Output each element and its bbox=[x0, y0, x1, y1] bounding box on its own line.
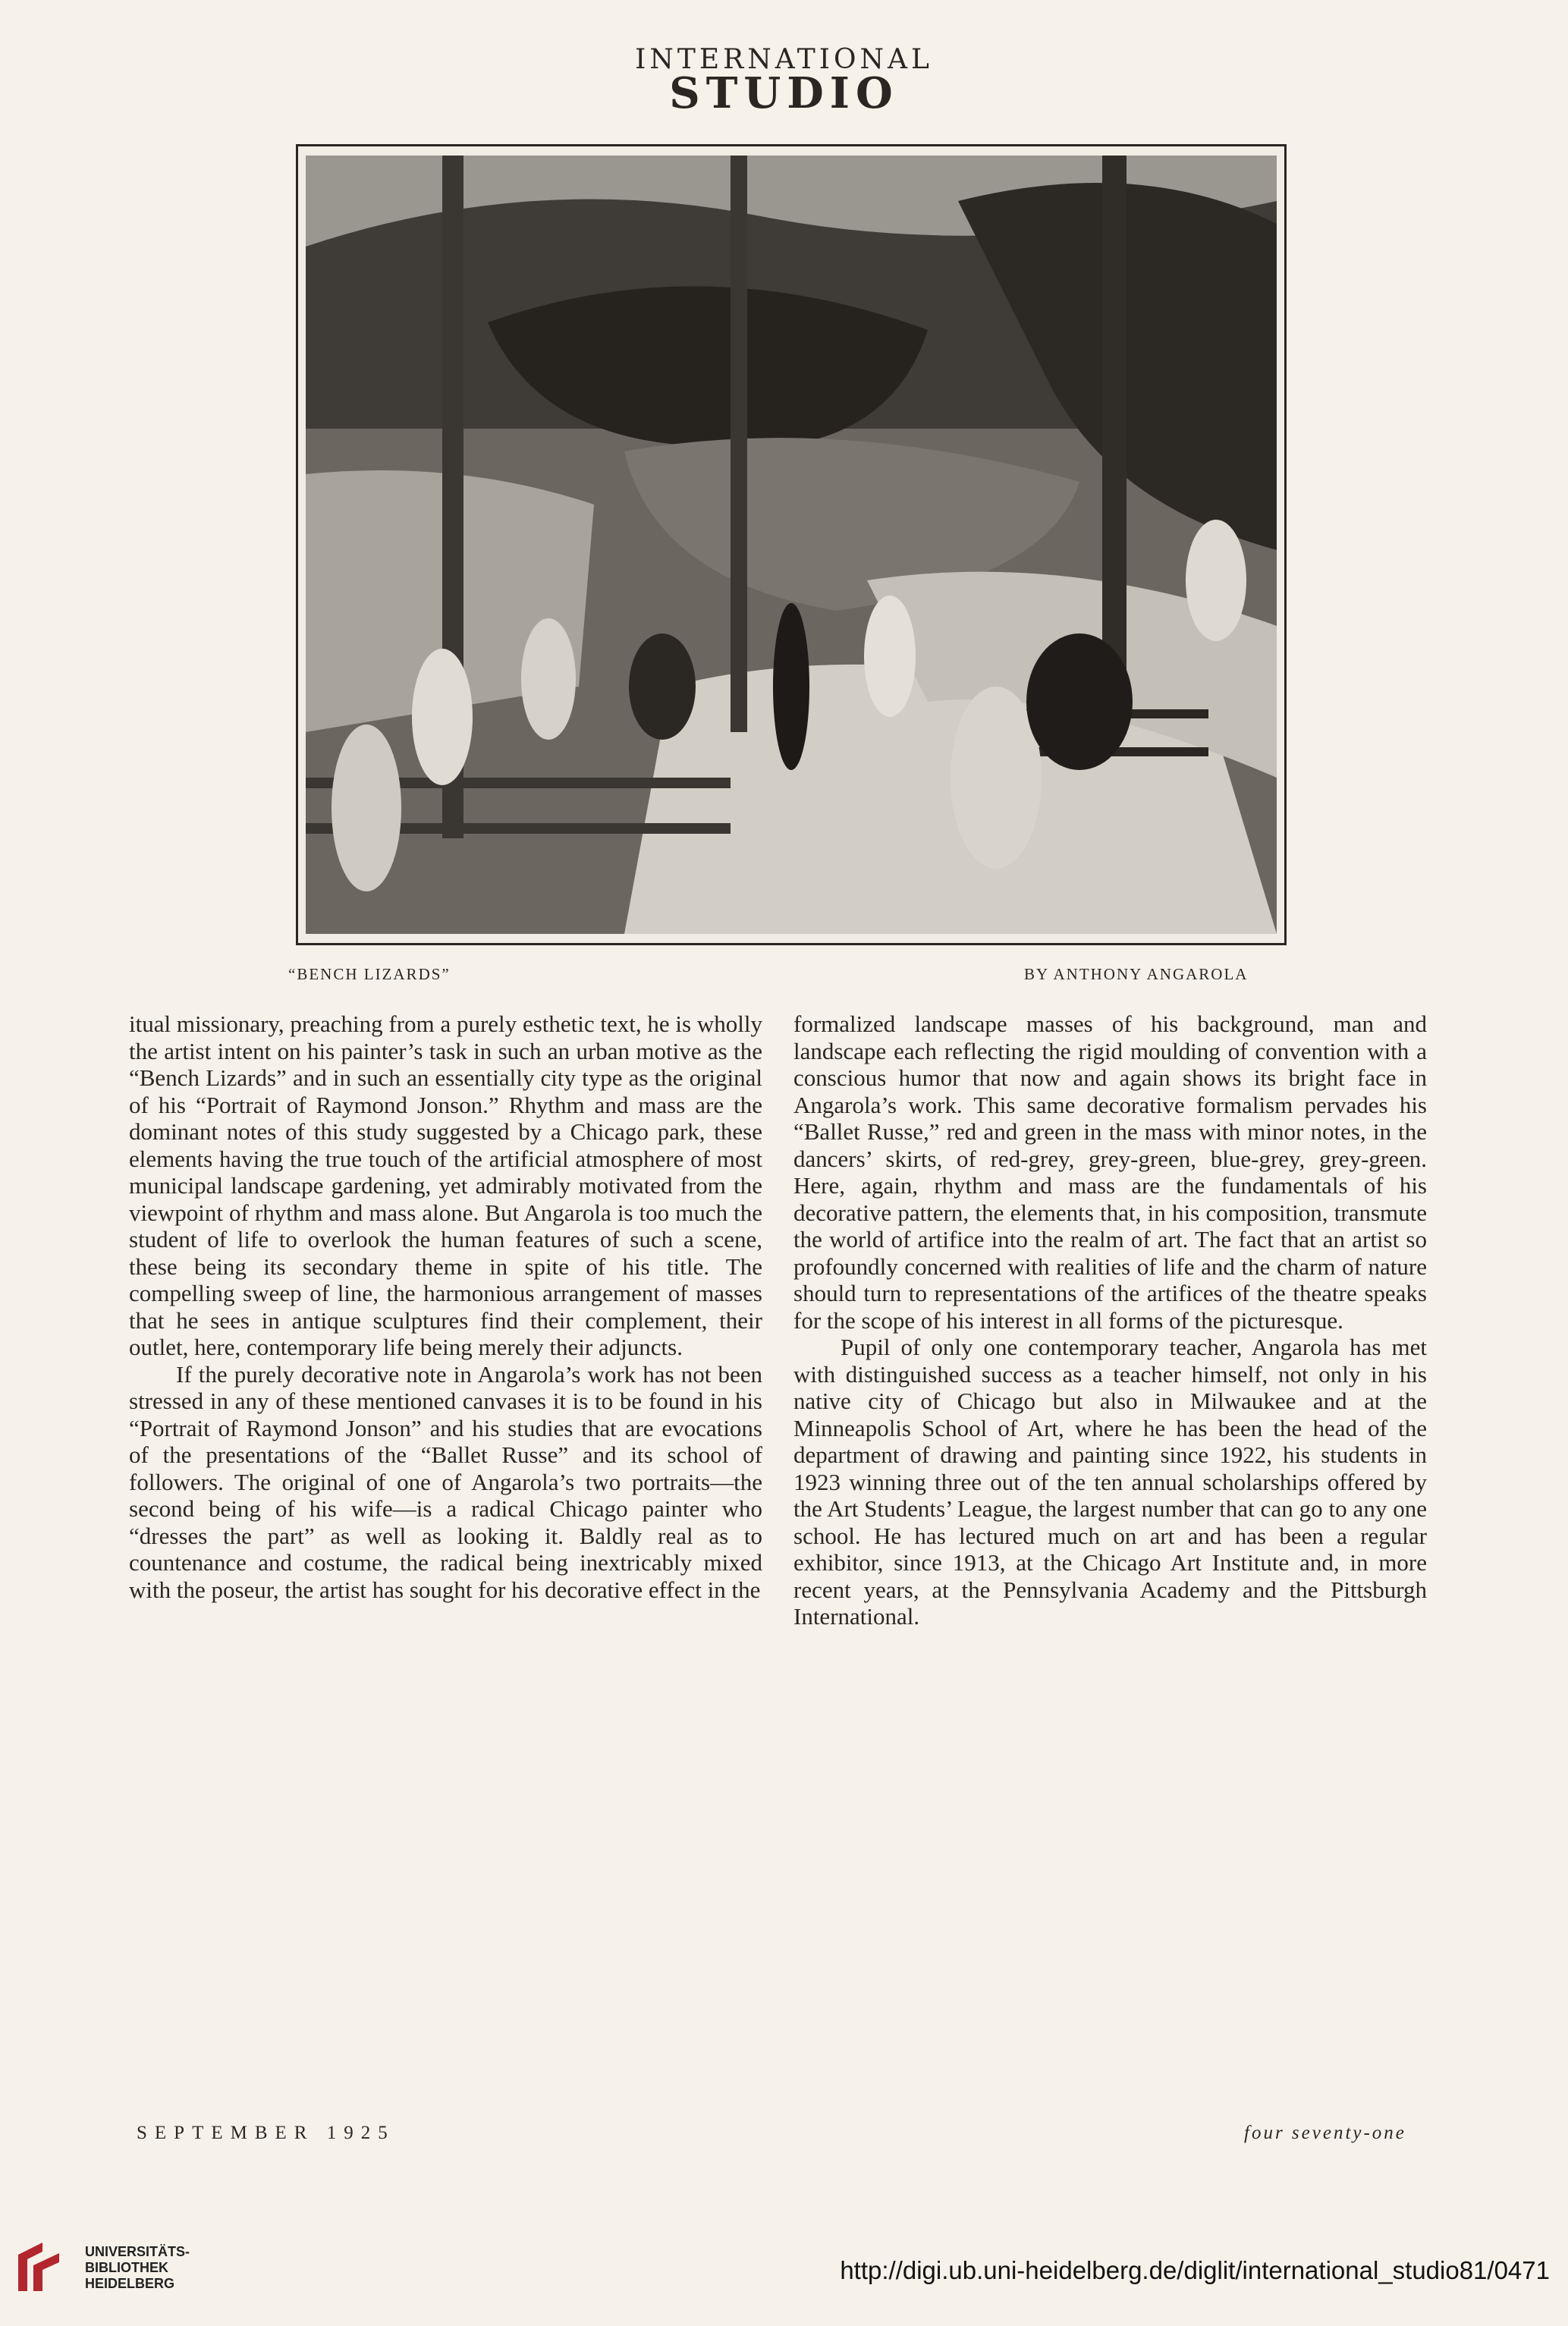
bench-lizards-painting bbox=[306, 156, 1277, 934]
library-logo[interactable] bbox=[12, 2238, 194, 2299]
permalink-url[interactable]: http://digi.ub.uni-heidelberg.de/diglit/international_studio81/0471 bbox=[840, 2256, 1550, 2284]
library-logo-icon bbox=[12, 2238, 65, 2299]
page-number: four seventy-one bbox=[1244, 2123, 1406, 2143]
text-column-right bbox=[793, 1011, 1427, 1630]
plate-caption-title: “BENCH LIZARDS” bbox=[288, 965, 451, 983]
paragraph: If the purely decorative note in Angarola’s work has not been stressed in any of these mentioned canvases it is to be found in his “Portrait of Raymond Jonson” and his studies that are evocations of the presentations of the “Ballet Russe” and its school of followers. The original of one of Angarola’s two portraits—the second being of his wife—is a radical Chicago painter who “dresses the part” as well as looking it. Baldly real as to countenance and costume, the radical being inextricably mixed with the poseur, the artist has sought for his decorative effect in the bbox=[129, 1360, 762, 1603]
painting-plate bbox=[296, 144, 1287, 945]
masthead-title: STUDIO bbox=[669, 68, 899, 118]
paragraph: itual missionary, preaching from a purely esthetic text, he is wholly the artist intent on his painter’s task in such an urban motive as the “Bench Lizards” and in such an essentially city type as the original of his “Portrait of Raymond Jonson.” Rhythm and mass are the dominant notes of this study suggested by a Chicago park, these elements having the true touch of the artificial atmosphere of most municipal landscape gardening, yet admirably motivated from the viewpoint of rhythm and mass alone. But Angarola is too much the student of life to overlook the human features of such a scene, these being its secondary theme in spite of his title. The compelling sweep of line, the harmonious arrangement of masses that he sees in antique sculptures find their complement, their outlet, here, contemporary life being merely their adjuncts. bbox=[129, 1011, 762, 1360]
folio-date: SEPTEMBER 1925 bbox=[137, 2123, 395, 2143]
plate-caption-artist: BY ANTHONY ANGAROLA bbox=[1024, 965, 1249, 983]
masthead-top: INTERNATIONAL bbox=[635, 44, 933, 75]
text-column-left bbox=[129, 1011, 762, 1603]
paragraph: formalized landscape masses of his background, man and landscape each reflecting the rigid moulding of convention with a conscious humor that now and again shows its bright face in Angarola’s work. This same decorative formalism pervades his “Ballet Russe,” red and green in the mass with minor notes, in the dancers’ skirts, of red-grey, grey-green, blue-grey, grey-green. Here, again, rhythm and mass are the fundamentals of his decorative pattern, the elements that, in his composition, transmute the world of artifice into the realm of art. The fact that an artist so profoundly concerned with realities of life and the charm of nature should turn to representations of the artifices of the theatre speaks for the scope of his interest in all forms of the picturesque. bbox=[793, 1011, 1427, 1334]
paragraph: Pupil of only one contemporary teacher, Angarola has met with distinguished success as a teacher himself, not only in his native city of Chicago but also in Milwaukee and at the Minneapolis School of Art, where he has been the head of the department of drawing and painting since 1922, his students in 1923 winning three out of the ten annual scholarships offered by the Art Students’ League, the largest number that can go to any one school. He has lectured much on art and has been a regular exhibitor, since 1913, at the Chicago Art Institute and, in more recent years, at the Pennsylvania Academy and the Pittsburgh International. bbox=[793, 1334, 1427, 1630]
library-logo-text: UNIVERSITÄTS- BIBLIOTHEK HEIDELBERG bbox=[85, 2244, 190, 2291]
